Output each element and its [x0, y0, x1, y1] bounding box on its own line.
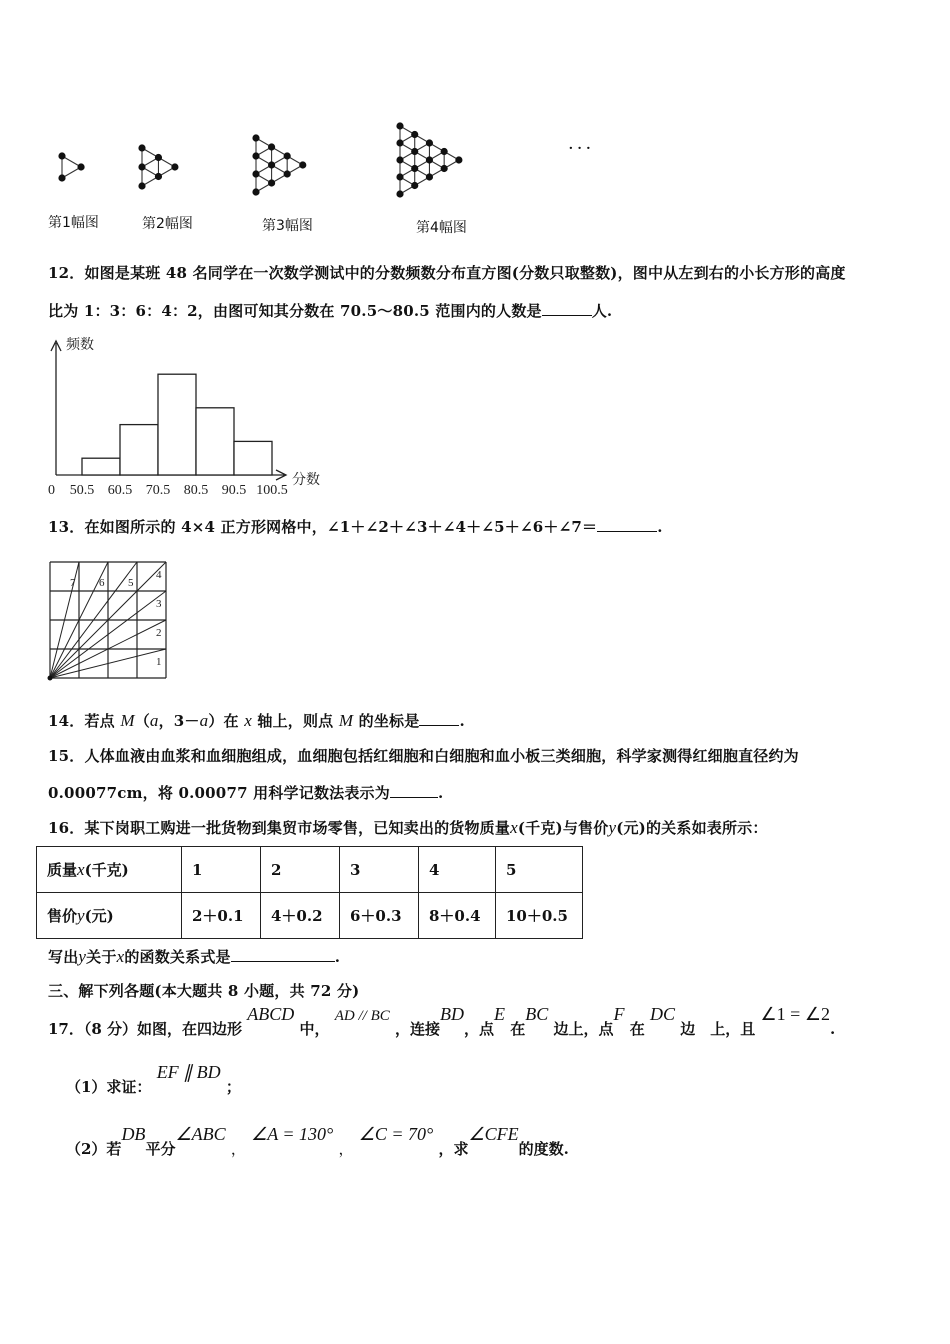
figure-4-caption: 第4幅图	[416, 220, 467, 236]
answer-blank-14	[419, 711, 459, 726]
pattern-dot	[252, 170, 259, 177]
answer-blank-13	[597, 517, 657, 532]
figure-2-caption: 第2幅图	[142, 216, 193, 232]
histogram-bar	[158, 374, 196, 475]
table-cell: 3	[340, 847, 419, 893]
table-row	[37, 893, 583, 939]
pattern-dot	[299, 161, 306, 168]
table-cell: 4＋0.2	[261, 893, 340, 939]
histogram-bar	[82, 458, 120, 475]
pattern-dot	[396, 139, 403, 146]
pattern-dot	[155, 173, 162, 180]
pattern-dot	[396, 173, 403, 180]
angle-label: 3	[156, 598, 162, 610]
table-cell: 2	[261, 847, 340, 893]
pattern-dot	[426, 139, 433, 146]
pattern-dot	[411, 131, 418, 138]
pattern-dot	[284, 152, 291, 159]
histogram-tick-label: 100.5	[256, 483, 288, 498]
question-17-part-1: （1）求证： EF ∥ BD ；	[66, 1062, 241, 1096]
angle-label: 4	[156, 569, 162, 581]
question-17-part-2: （2）若DB平分∠ABC ， ∠A = 130° ， ∠C = 70° ，求∠CFE的度数.	[66, 1124, 569, 1158]
table-cell: 1	[182, 847, 261, 893]
angle-label: 6	[99, 577, 105, 589]
histogram-tick-label: 70.5	[145, 483, 171, 498]
answer-blank-16	[231, 947, 335, 962]
section-3-heading: 三、解下列各题(本大题共 8 小题，共 72 分)	[48, 982, 360, 1000]
pattern-dot	[138, 182, 145, 189]
pattern-dot	[171, 163, 178, 170]
histogram-bar	[120, 425, 158, 475]
pattern-dot	[426, 173, 433, 180]
table-header-price: 售价y(元)	[37, 893, 182, 939]
figure-ellipsis: ···	[568, 138, 595, 159]
pattern-dot	[58, 174, 65, 181]
answer-blank-15	[390, 783, 438, 798]
question-15-line1: 15．人体血液由血浆和血细胞组成，血细胞包括红细胞和白细胞和血小板三类细胞，科学家测得红细胞直径约为	[48, 747, 799, 765]
table-header-mass: 质量x(千克)	[37, 847, 182, 893]
pattern-dot	[252, 152, 259, 159]
histogram-tick-label: 90.5	[221, 483, 247, 498]
question-13: 13．在如图所示的 4×4 正方形网格中，∠1＋∠2＋∠3＋∠4＋∠5＋∠6＋∠7＝ .	[48, 518, 663, 536]
question-16-tail: 写出y关于x的函数关系式是 .	[48, 947, 341, 966]
pattern-dot	[426, 156, 433, 163]
pattern-dot	[155, 154, 162, 161]
mass-price-table	[36, 846, 583, 939]
pattern-dot	[138, 144, 145, 151]
frequency-histogram	[36, 335, 336, 500]
angle-label: 7	[70, 577, 76, 589]
y-axis-label: 频数	[66, 337, 94, 353]
pattern-dot	[252, 188, 259, 195]
pattern-dot	[411, 182, 418, 189]
x-axis-label: 分数	[292, 472, 320, 488]
figure-4-dots	[396, 122, 462, 197]
pattern-dot	[138, 163, 145, 170]
table-row	[37, 847, 583, 893]
histogram-bars	[82, 374, 272, 475]
table-cell: 5	[496, 847, 583, 893]
question-12-line2: 比为 1：3：6：4：2，由图可知其分数在 70.5～80.5 范围内的人数是 人.	[48, 302, 613, 320]
pattern-dot	[268, 179, 275, 186]
histogram-bar	[234, 441, 272, 475]
pattern-dot	[252, 134, 259, 141]
question-17: 17．（8 分）如图，在四边形 ABCD 中， AD // BC ，连接BD，点E 在BC 边上，点F 在 DC 边 上，且 ∠1 = ∠2.	[48, 1004, 836, 1038]
histogram-tick-label: 50.5	[69, 483, 95, 498]
figure-2-dots	[138, 144, 178, 189]
pattern-dot	[441, 165, 448, 172]
figure-3-caption: 第3幅图	[262, 218, 313, 234]
histogram-tick-labels	[48, 483, 288, 498]
dot-pattern-figures	[40, 110, 600, 240]
table-cell: 10＋0.5	[496, 893, 583, 939]
question-15-line2: 0.00077cm，将 0.00077 用科学记数法表示为 .	[48, 784, 444, 802]
histogram-bar	[196, 408, 234, 475]
pattern-dot	[396, 156, 403, 163]
histogram-tick-label: 0	[48, 483, 55, 498]
pattern-dot	[441, 148, 448, 155]
answer-blank-12	[542, 301, 592, 316]
histogram-tick-label: 60.5	[107, 483, 133, 498]
pattern-dot	[396, 190, 403, 197]
pattern-dot	[268, 143, 275, 150]
question-14: 14．若点 M（a，3－a）在 x 轴上，则点 M 的坐标是 .	[48, 711, 465, 730]
pattern-dot	[268, 161, 275, 168]
pattern-dot	[396, 122, 403, 129]
table-cell: 2＋0.1	[182, 893, 261, 939]
histogram-tick-label: 80.5	[183, 483, 209, 498]
question-16-intro: 16．某下岗职工购进一批货物到集贸市场零售，已知卖出的货物质量x(千克)与售价y(元)的关系如表所示：	[48, 818, 768, 837]
square-grid-figure	[44, 558, 176, 686]
angle-label: 5	[128, 577, 134, 589]
angle-label: 1	[156, 656, 162, 668]
figure-1-dots	[58, 152, 84, 181]
origin-vertex	[48, 676, 53, 681]
pattern-dot	[77, 163, 84, 170]
pattern-dot	[411, 148, 418, 155]
pattern-dot	[284, 170, 291, 177]
figure-1-caption: 第1幅图	[48, 215, 99, 231]
table-cell: 8＋0.4	[419, 893, 496, 939]
table-cell: 6＋0.3	[340, 893, 419, 939]
pattern-dot	[455, 156, 462, 163]
pattern-dot	[411, 165, 418, 172]
figure-3-dots	[252, 134, 306, 195]
question-12-line1: 12．如图是某班 48 名同学在一次数学测试中的分数频数分布直方图(分数只取整数)，图中从左到右的小长方形的高度	[48, 264, 846, 282]
table-cell: 4	[419, 847, 496, 893]
angle-label: 2	[156, 627, 162, 639]
pattern-dot	[58, 152, 65, 159]
